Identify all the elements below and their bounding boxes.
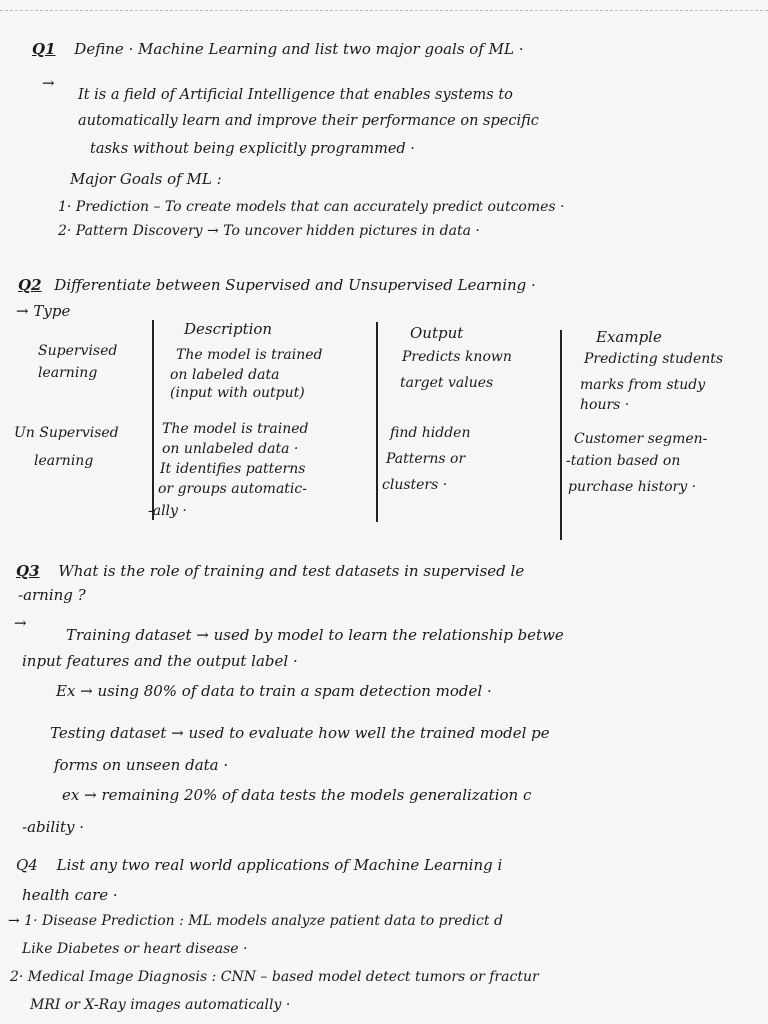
row2-desc-2: on unlabeled data · <box>162 441 299 457</box>
row2-output-3: clusters · <box>382 477 448 493</box>
row2-desc-5: -ally · <box>148 503 187 519</box>
q3-arrow: → <box>14 614 27 632</box>
q4-line-1: → 1· Disease Prediction : ML models analyze patient data to predict d <box>8 913 503 929</box>
q4-question-line-1: List any two real world applications of Machine Learning i <box>56 856 503 874</box>
q3-heading <box>16 562 524 580</box>
q3-line-2: input features and the output label · <box>22 652 298 670</box>
row2-type-2: learning <box>34 453 94 469</box>
q2-header-type: Type <box>33 302 71 320</box>
row2-example-1: Customer segmen- <box>574 431 708 447</box>
row1-output-1: Predicts known <box>402 349 512 365</box>
q3-line-6: ex → remaining 20% of data tests the models generalization c <box>62 786 532 804</box>
row2-example-2: -tation based on <box>566 453 681 469</box>
q4-heading <box>16 856 502 874</box>
q4-line-2: Like Diabetes or heart disease · <box>22 941 248 957</box>
row2-example-3: purchase history · <box>568 479 697 495</box>
q4-line-3: 2· Medical Image Diagnosis : CNN – based model detect tumors or fractur <box>10 969 539 985</box>
table-rule-2 <box>376 322 378 522</box>
table-rule-1 <box>152 320 154 520</box>
row1-example-3: hours · <box>580 397 630 413</box>
q1-answer-line-1: It is a field of Artificial Intelligence that enables systems to <box>78 87 513 103</box>
q4-number: Q4 <box>16 856 38 874</box>
row2-type-1: Un Supervised <box>14 425 119 441</box>
q4-line-4: MRI or X-Ray images automatically · <box>30 997 291 1013</box>
q3-line-1: Training dataset → used by model to learn the relationship betwe <box>66 626 564 644</box>
row2-desc-1: The model is trained <box>162 421 309 437</box>
q1-arrow: → <box>42 74 55 92</box>
q2-header-example: Example <box>596 328 662 346</box>
q4-question-line-2: health care · <box>22 886 118 904</box>
top-divider <box>0 10 768 11</box>
row1-example-2: marks from study <box>580 377 706 393</box>
q1-answer-line-2: automatically learn and improve their performance on specific <box>78 113 539 129</box>
q3-line-5: forms on unseen data · <box>54 756 229 774</box>
row1-desc-3: (input with output) <box>170 385 305 401</box>
q2-arrow-type <box>16 302 70 320</box>
q2-arrow: → <box>16 302 29 320</box>
q1-goal-2: 2· Pattern Discovery → To uncover hidden pictures in data · <box>58 223 480 239</box>
q1-number: Q1 <box>32 40 56 58</box>
row2-output-2: Patterns or <box>386 451 466 467</box>
q3-number: Q3 <box>16 562 40 580</box>
q2-header-output: Output <box>410 324 464 342</box>
row1-output-2: target values <box>400 375 494 391</box>
row2-output-1: find hidden <box>390 425 471 441</box>
q1-heading <box>32 40 524 58</box>
q2-question: Differentiate between Supervised and Unsupervised Learning · <box>54 276 536 294</box>
q3-line-7: -ability · <box>22 818 85 836</box>
q1-answer-line-3: tasks without being explicitly programmed · <box>90 141 415 157</box>
q3-line-4: Testing dataset → used to evaluate how well the trained model pe <box>50 724 550 742</box>
row2-desc-4: or groups automatic- <box>158 481 307 497</box>
q2-number: Q2 <box>18 276 42 294</box>
q1-goals-heading: Major Goals of ML : <box>70 170 222 188</box>
row1-type-2: learning <box>38 365 98 381</box>
row1-example-1: Predicting students <box>584 351 724 367</box>
row1-desc-1: The model is trained <box>176 347 323 363</box>
q2-header-description: Description <box>184 320 273 338</box>
q3-question-line-1: What is the role of training and test datasets in supervised le <box>58 562 525 580</box>
row2-desc-3: It identifies patterns <box>160 461 306 477</box>
q2-heading <box>18 276 536 294</box>
q1-question: Define · Machine Learning and list two major goals of ML · <box>74 40 524 58</box>
table-rule-3 <box>560 330 562 540</box>
row1-type-1: Supervised <box>38 343 118 359</box>
q3-question-line-2: -arning ? <box>18 586 86 604</box>
q3-line-3: Ex → using 80% of data to train a spam detection model · <box>56 682 492 700</box>
row1-desc-2: on labeled data <box>170 367 280 383</box>
q1-goal-1: 1· Prediction – To create models that can accurately predict outcomes · <box>58 199 565 215</box>
